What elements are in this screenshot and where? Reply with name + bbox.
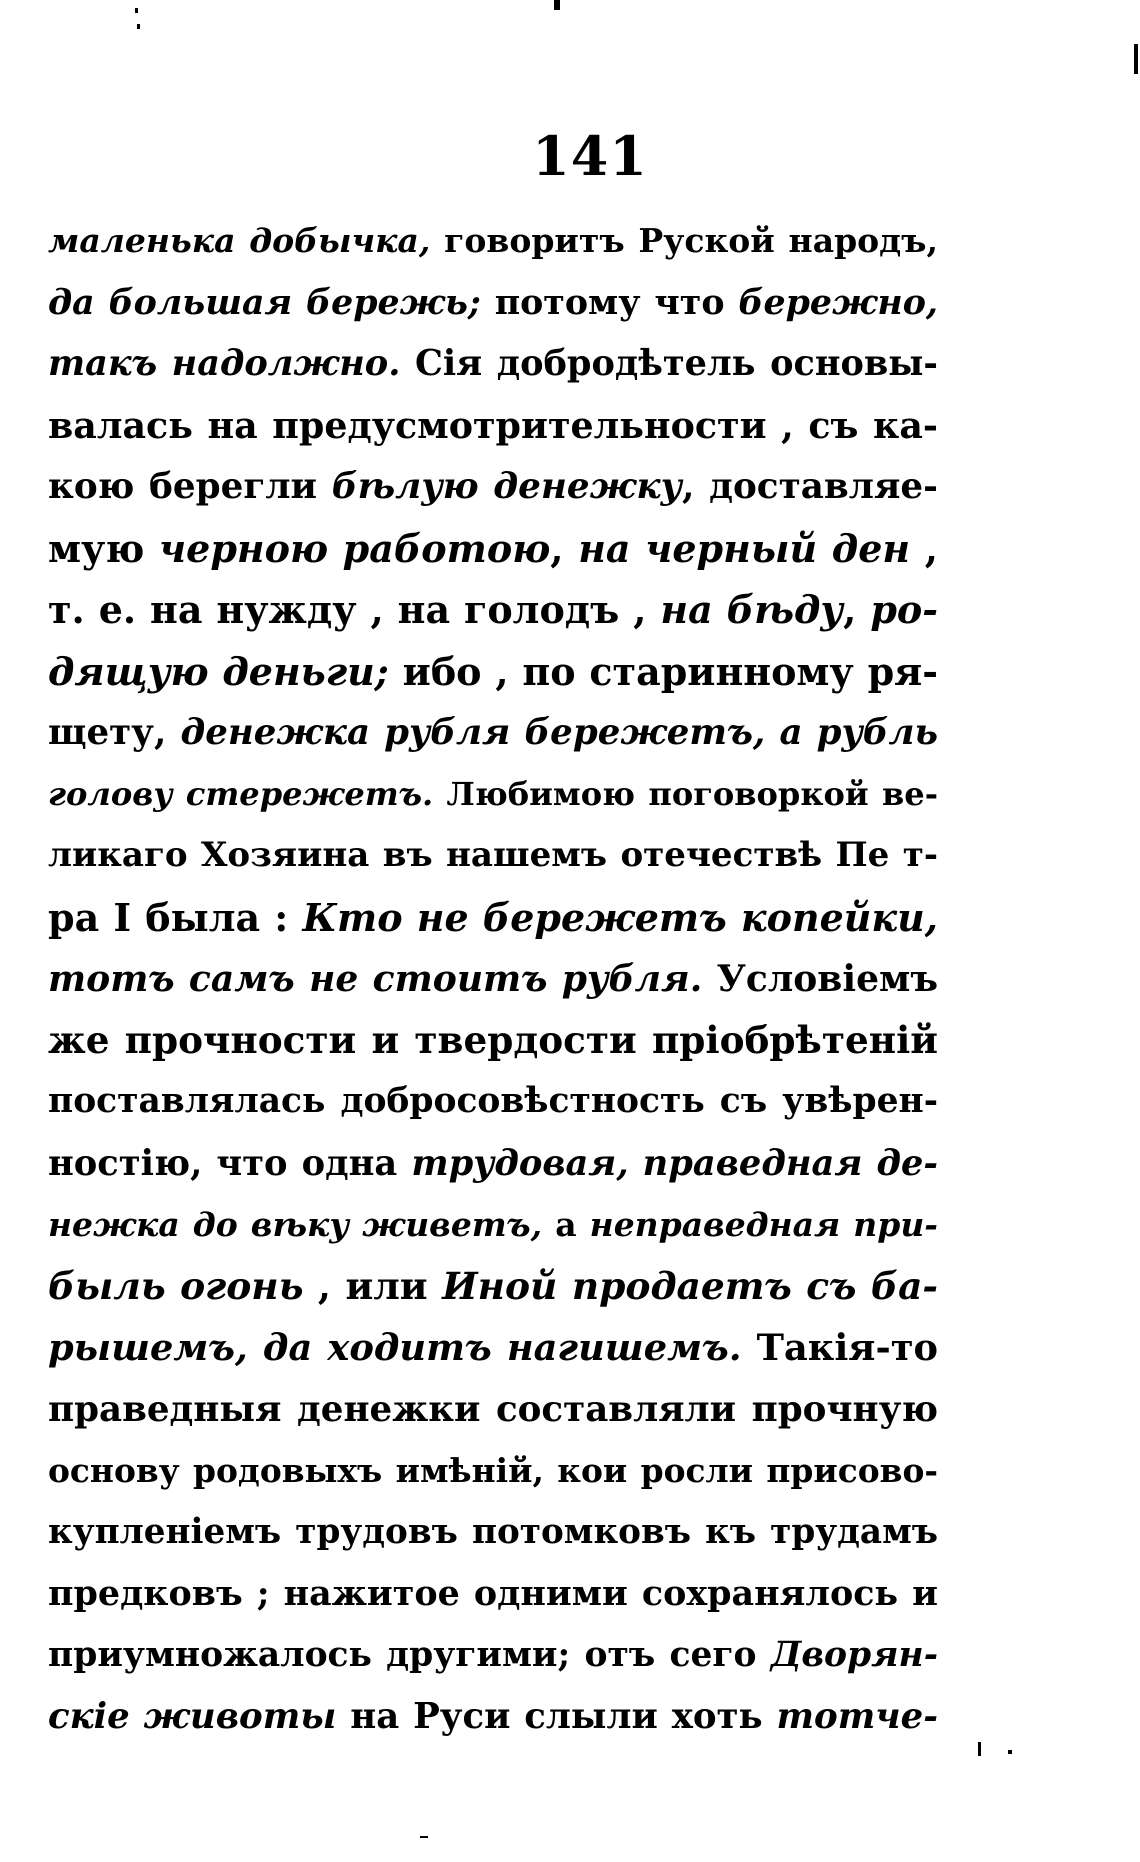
text-segment: Условіемъ xyxy=(702,957,938,1000)
italic-text: Кто не бережетъ копейки, xyxy=(302,894,938,940)
text-segment: мую xyxy=(48,525,159,571)
page-number: 141 xyxy=(532,124,648,188)
text-line xyxy=(48,764,938,826)
text-line xyxy=(48,1256,938,1318)
text-segment: Любимою поговоркой ве- xyxy=(433,774,938,813)
italic-text: рышемъ, да ходитъ нагишемъ. xyxy=(48,1325,742,1369)
italic-text: такъ надолжно. xyxy=(48,343,401,384)
text-line xyxy=(48,887,938,949)
italic-text: бережно, xyxy=(738,281,938,323)
italic-text: дящую деньги; xyxy=(48,648,389,694)
italic-text: на черный ден xyxy=(578,525,911,571)
text-line xyxy=(48,825,938,887)
text-segment: а xyxy=(542,1205,590,1244)
text-segment: приумножалось другими; отъ сего xyxy=(48,1634,771,1675)
italic-text: скіе животы xyxy=(48,1696,337,1737)
italic-text: черною работою xyxy=(158,525,551,571)
text-line xyxy=(48,1502,938,1564)
text-line xyxy=(48,579,938,641)
text-line xyxy=(48,1194,938,1256)
text-line xyxy=(48,948,938,1010)
text-segment: потому что xyxy=(480,281,739,323)
text-segment: же прочности и твердости пріобрѣтеній xyxy=(48,1017,938,1062)
text-line xyxy=(48,641,938,703)
italic-text: на бѣду xyxy=(660,587,844,632)
text-line xyxy=(48,333,938,395)
italic-text: Иной продаетъ съ ба- xyxy=(442,1263,938,1308)
text-segment: ра I была : xyxy=(48,894,303,940)
body-text xyxy=(48,210,938,1748)
italic-text: денежка рубля бережетъ, а рубль xyxy=(180,712,938,753)
text-line xyxy=(48,456,938,518)
text-segment: , xyxy=(550,525,579,571)
italic-text: бѣлую денежку xyxy=(331,465,682,507)
text-line xyxy=(48,1133,938,1195)
text-segment: ибо , по старинному ря- xyxy=(388,648,938,694)
text-segment: , доставляе- xyxy=(681,465,938,507)
text-segment: ликаго Хозяина въ нашемъ отечествѣ Пе т- xyxy=(48,835,938,875)
text-line xyxy=(48,1010,938,1072)
text-line xyxy=(48,1379,938,1441)
italic-text: нежка до вѣку живетъ, xyxy=(48,1205,543,1244)
scan-speck xyxy=(1134,44,1138,74)
text-segment: поставлялась добросовѣстность съ увѣрен- xyxy=(48,1081,938,1121)
text-line xyxy=(48,1071,938,1133)
italic-text: ро- xyxy=(870,587,938,632)
scan-speck xyxy=(554,0,560,10)
text-segment: говоритъ Руской народъ, xyxy=(430,221,938,260)
italic-text: голову стережетъ. xyxy=(48,774,434,813)
italic-text: тотъ самъ не стоитъ рубля. xyxy=(48,957,703,1000)
italic-text: маленька добычка, xyxy=(48,221,431,260)
text-segment: щету, xyxy=(48,712,181,753)
italic-text: трудовая, праведная де- xyxy=(411,1142,938,1184)
text-line xyxy=(48,1440,938,1502)
text-line xyxy=(48,1686,938,1748)
text-segment: валась на предусмотрительности , съ ка- xyxy=(48,403,938,447)
text-segment: , xyxy=(843,587,871,632)
text-segment: , xyxy=(910,525,938,571)
italic-text: неправедная при- xyxy=(589,1205,938,1244)
text-segment: на Руси слыли хоть xyxy=(336,1696,777,1737)
text-line xyxy=(48,1563,938,1625)
text-segment: Сія добродѣтель основы- xyxy=(400,343,938,384)
italic-text: Дворян- xyxy=(770,1634,938,1675)
scan-speck xyxy=(1008,1750,1012,1754)
text-segment: т. е. на нужду , на голодъ , xyxy=(48,587,661,632)
text-line xyxy=(48,395,938,457)
scan-speck xyxy=(978,1742,981,1756)
text-line xyxy=(48,702,938,764)
text-segment: кою берегли xyxy=(48,465,332,507)
text-segment: праведныя денежки составляли прочную xyxy=(48,1388,938,1430)
text-segment: ностію, что одна xyxy=(48,1142,412,1184)
text-line xyxy=(48,1317,938,1379)
italic-text: да большая бережь; xyxy=(48,281,481,323)
text-line xyxy=(48,1625,938,1687)
text-line xyxy=(48,272,938,334)
text-segment: Такія-то xyxy=(741,1325,938,1369)
italic-text: быль огонь xyxy=(48,1263,304,1308)
text-segment: , или xyxy=(303,1263,443,1308)
text-segment: предковъ ; нажитое одними сохранялось и xyxy=(48,1573,938,1614)
text-line xyxy=(48,210,938,272)
text-segment: купленіемъ трудовъ потомковъ къ трудамъ xyxy=(48,1511,938,1552)
italic-text: тотче- xyxy=(776,1696,938,1737)
scan-speck xyxy=(420,1836,428,1838)
scan-speck xyxy=(135,8,138,13)
text-line xyxy=(48,518,938,580)
scan-speck xyxy=(137,24,140,29)
text-segment: основу родовыхъ имѣній, кои росли присово- xyxy=(48,1451,938,1490)
